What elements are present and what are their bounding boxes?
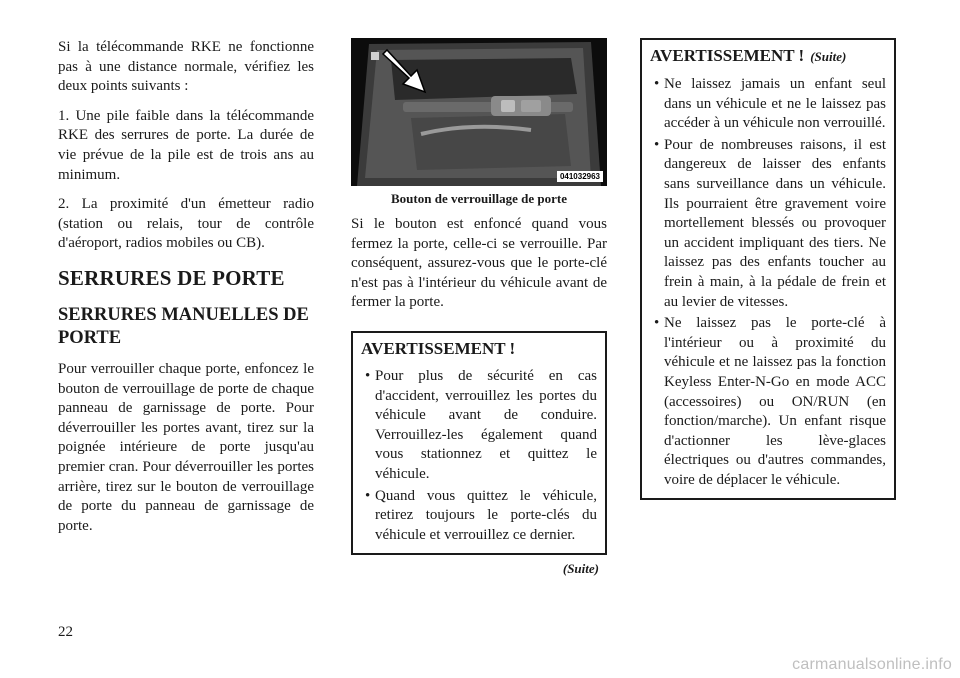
page-number: 22 xyxy=(58,624,73,640)
section-heading: SERRURES DE PORTE xyxy=(58,265,285,290)
button-paragraph: Si le bouton est enfoncé quand vous fermez la porte, celle-ci se verrouille. Par conséquent, assurez-vous que le porte-clé n'est pas à l'intérieur du véhicule avant de fermer la porte. xyxy=(351,216,607,311)
warning-item: • Ne laissez jamais un enfant seul dans un véhicule et ne le laissez pas accéder à un véhicule non verrouillé. xyxy=(650,75,886,134)
warning-title: AVERTISSEMENT ! xyxy=(361,338,516,358)
figure-caption: Bouton de verrouillage de porte xyxy=(391,191,567,206)
left-column xyxy=(58,38,314,546)
warning-suite-label: (Suite) xyxy=(810,49,847,64)
warning-title-continued xyxy=(650,46,886,67)
warning-box xyxy=(351,331,607,555)
warning-item: • Pour de nombreuses raisons, il est dangereux de laisser des enfants sans surveillance dans un véhicule. Ils pourraient être gravement voire mortellement blessés ou provoquer un accident impliquant des tiers. Ne laissez pas des enfants toucher au frein à main, à la pédale de frein et au levier de vitesses. xyxy=(650,136,886,312)
manual-locks-paragraph: Pour verrouiller chaque porte, enfoncez le bouton de verrouillage de porte de chaque panneau de garnissage de porte. Pour déverrouiller les portes avant, tirez sur la poignée intérieure de porte jusqu'au premier cran. Pour déverrouiller les portes arrière, tirez sur le bouton de verrouillage de porte du panneau de garnissage de porte. xyxy=(58,360,314,534)
warning-item: • Quand vous quittez le véhicule, retirez toujours le porte-clés du véhicule et verrouillez ce dernier. xyxy=(361,487,597,546)
door-lock-photo xyxy=(351,38,607,186)
intro-paragraph: Si la télécommande RKE ne fonctionne pas à une distance normale, vérifiez les deux points suivants : xyxy=(58,39,314,95)
subsection-heading: SERRURES MANUELLES DE PORTE xyxy=(58,304,309,348)
warning-box-continued xyxy=(640,38,896,500)
continued-label: (Suite) xyxy=(562,561,599,577)
watermark: carmanualsonline.info xyxy=(792,656,952,673)
warning-item: • Pour plus de sécurité en cas d'accident, verrouillez les portes du véhicule avant de conduire. Verrouillez-les également quand vous stationnez et quittez le véhicule. xyxy=(361,367,597,485)
point-1-paragraph: 1. Une pile faible dans la télécommande RKE des serrures de porte. La durée de vie prévue de la pile est de trois ans au minimum. xyxy=(58,107,314,183)
figure-code: 041032963 xyxy=(557,171,603,182)
middle-column xyxy=(351,38,607,577)
point-2-paragraph: 2. La proximité d'un émetteur radio (station ou relais, tour de contrôle d'aéroport, radios mobiles ou CB). xyxy=(58,196,314,252)
door-panel-illustration xyxy=(351,38,607,186)
warning-title-text: AVERTISSEMENT ! xyxy=(650,46,805,65)
warning-list xyxy=(361,367,597,545)
warning-item: • Ne laissez pas le porte-clé à l'intérieur ou à proximité du véhicule et ne laissez pas la fonction Keyless Enter-N-Go en mode ACC (accessoires) ou ON/RUN (en fonction/marche). Un enfant risque d'actionner les lève-glaces électriques ou d'autres commandes, voire de déplacer le véhicule. xyxy=(650,314,886,490)
right-column xyxy=(640,38,896,500)
warning-list-continued xyxy=(650,75,886,490)
